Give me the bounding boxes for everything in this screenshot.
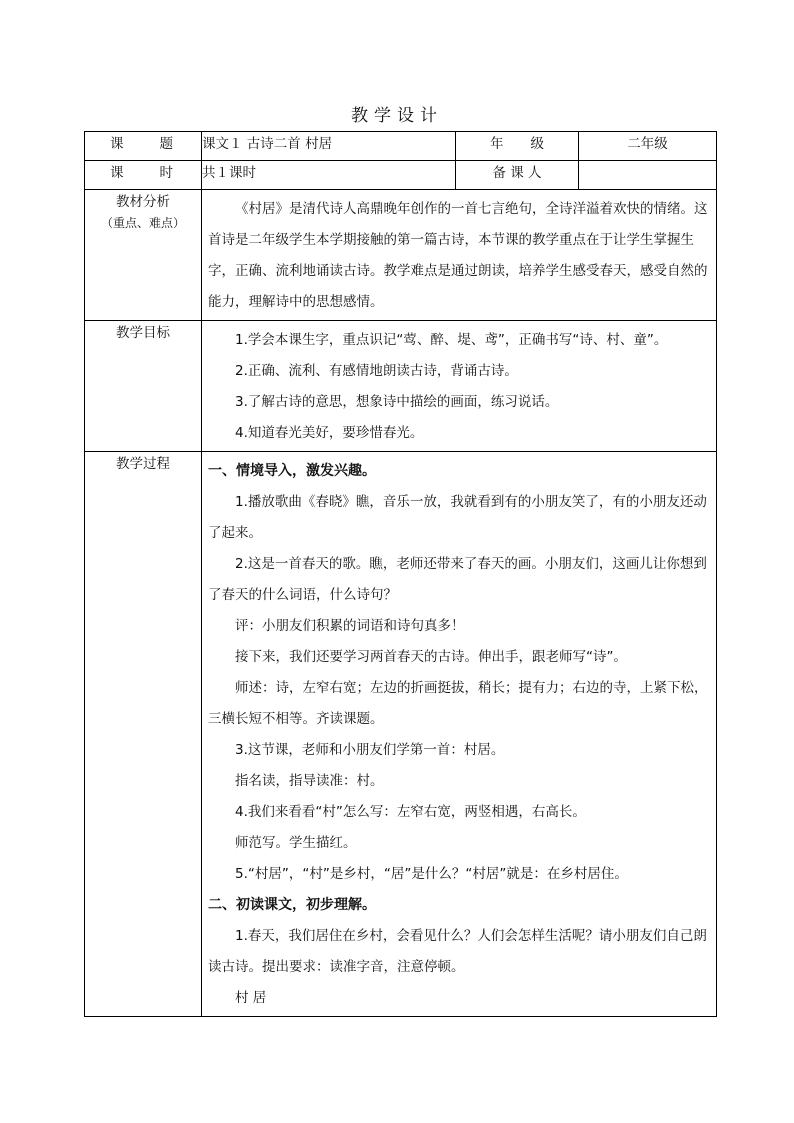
- process-paragraph: 1.播放歌曲《春晓》瞧，音乐一放，我就看到有的小朋友笑了，有的小朋友还动了起来。: [208, 494, 707, 541]
- objective-item: 1.学会本课生字，重点识记“莺、醉、堤、鸢”，正确书写“诗、村、童”。: [235, 332, 668, 348]
- process-label: 教学过程: [85, 452, 202, 1017]
- objective-item: 2.正确、流利、有感情地朗读古诗，背诵古诗。: [235, 363, 518, 379]
- process-paragraph: 师述：诗，左窄右宽；左边的折画挺拔，稍长；提有力；右边的寺，上紧下松，三横长短不相等。齐读课题。: [208, 680, 708, 727]
- grade-value: 二年级: [579, 132, 717, 161]
- hours-value: 共１课时: [202, 161, 456, 190]
- poem-title: 村 居: [235, 990, 267, 1006]
- header-row-hours: [85, 161, 717, 190]
- analysis-row: [85, 190, 717, 321]
- process-paragraph: 指名读，指导读准：村。: [235, 773, 384, 789]
- preparer-value: [579, 161, 717, 190]
- analysis-sublabel: （重点、难点）: [100, 216, 185, 230]
- analysis-label-cell: [85, 190, 202, 321]
- process-paragraph: 4.我们来看看“村”怎么写：左窄右宽，两竖相遇，右高长。: [235, 804, 586, 820]
- objectives-label: 教学目标: [85, 321, 202, 452]
- page-title: 教学设计: [351, 106, 443, 126]
- preparer-label: 备 课 人: [456, 161, 579, 190]
- analysis-text: 《村居》是清代诗人高鼎晚年创作的一首七言绝句，全诗洋溢着欢快的情绪。这首诗是二年级学生本学期接触的第一篇古诗，本节课的教学重点在于让学生掌握生字，正确、流利地诵读古诗。教学难点是通过朗读，培养学生感受春天，感受自然的能力，理解诗中的思想感情。: [208, 201, 708, 310]
- objective-item: 4.知道春光美好，要珍惜春光。: [235, 425, 424, 441]
- topic-label: 课 题: [85, 132, 202, 161]
- objectives-content: [202, 321, 717, 452]
- header-row-topic: [85, 132, 717, 161]
- objective-item: 3.了解古诗的意思，想象诗中描绘的画面，练习说话。: [235, 394, 559, 410]
- process-paragraph: 师范写。学生描红。: [235, 835, 357, 851]
- hours-label: 课 时: [85, 161, 202, 190]
- process-paragraph: 评：小朋友们积累的词语和诗句真多！: [235, 618, 465, 634]
- process-paragraph: 接下来，我们还要学习两首春天的古诗。伸出手，跟老师写“诗”。: [235, 649, 627, 665]
- process-paragraph: 5.“村居”，“村”是乡村，“居”是什么？“村居”就是：在乡村居住。: [235, 866, 628, 882]
- objectives-row: [85, 321, 717, 452]
- process-paragraph: 2.这是一首春天的歌。瞧，老师还带来了春天的画。小朋友们，这画儿让你想到了春天的什么词语，什么诗句？: [208, 556, 707, 603]
- process-paragraph: 1.春天，我们居住在乡村，会看见什么？人们会怎样生活呢？请小朋友们自己朗读古诗。提出要求：读准字音，注意停顿。: [208, 928, 707, 975]
- analysis-content: [202, 190, 717, 321]
- topic-value: 课文１ 古诗二首 村居: [202, 132, 456, 161]
- grade-label: 年 级: [456, 132, 579, 161]
- lesson-plan-table: [84, 131, 717, 1017]
- process-content: [202, 452, 717, 1017]
- process-row: [85, 452, 717, 1017]
- analysis-label: 教材分析: [116, 194, 170, 210]
- section-heading-2: 二、初读课文，初步理解。: [208, 897, 376, 913]
- section-heading-1: 一、情境导入，激发兴趣。: [208, 463, 376, 479]
- process-paragraph: 3.这节课，老师和小朋友们学第一首：村居。: [235, 742, 505, 758]
